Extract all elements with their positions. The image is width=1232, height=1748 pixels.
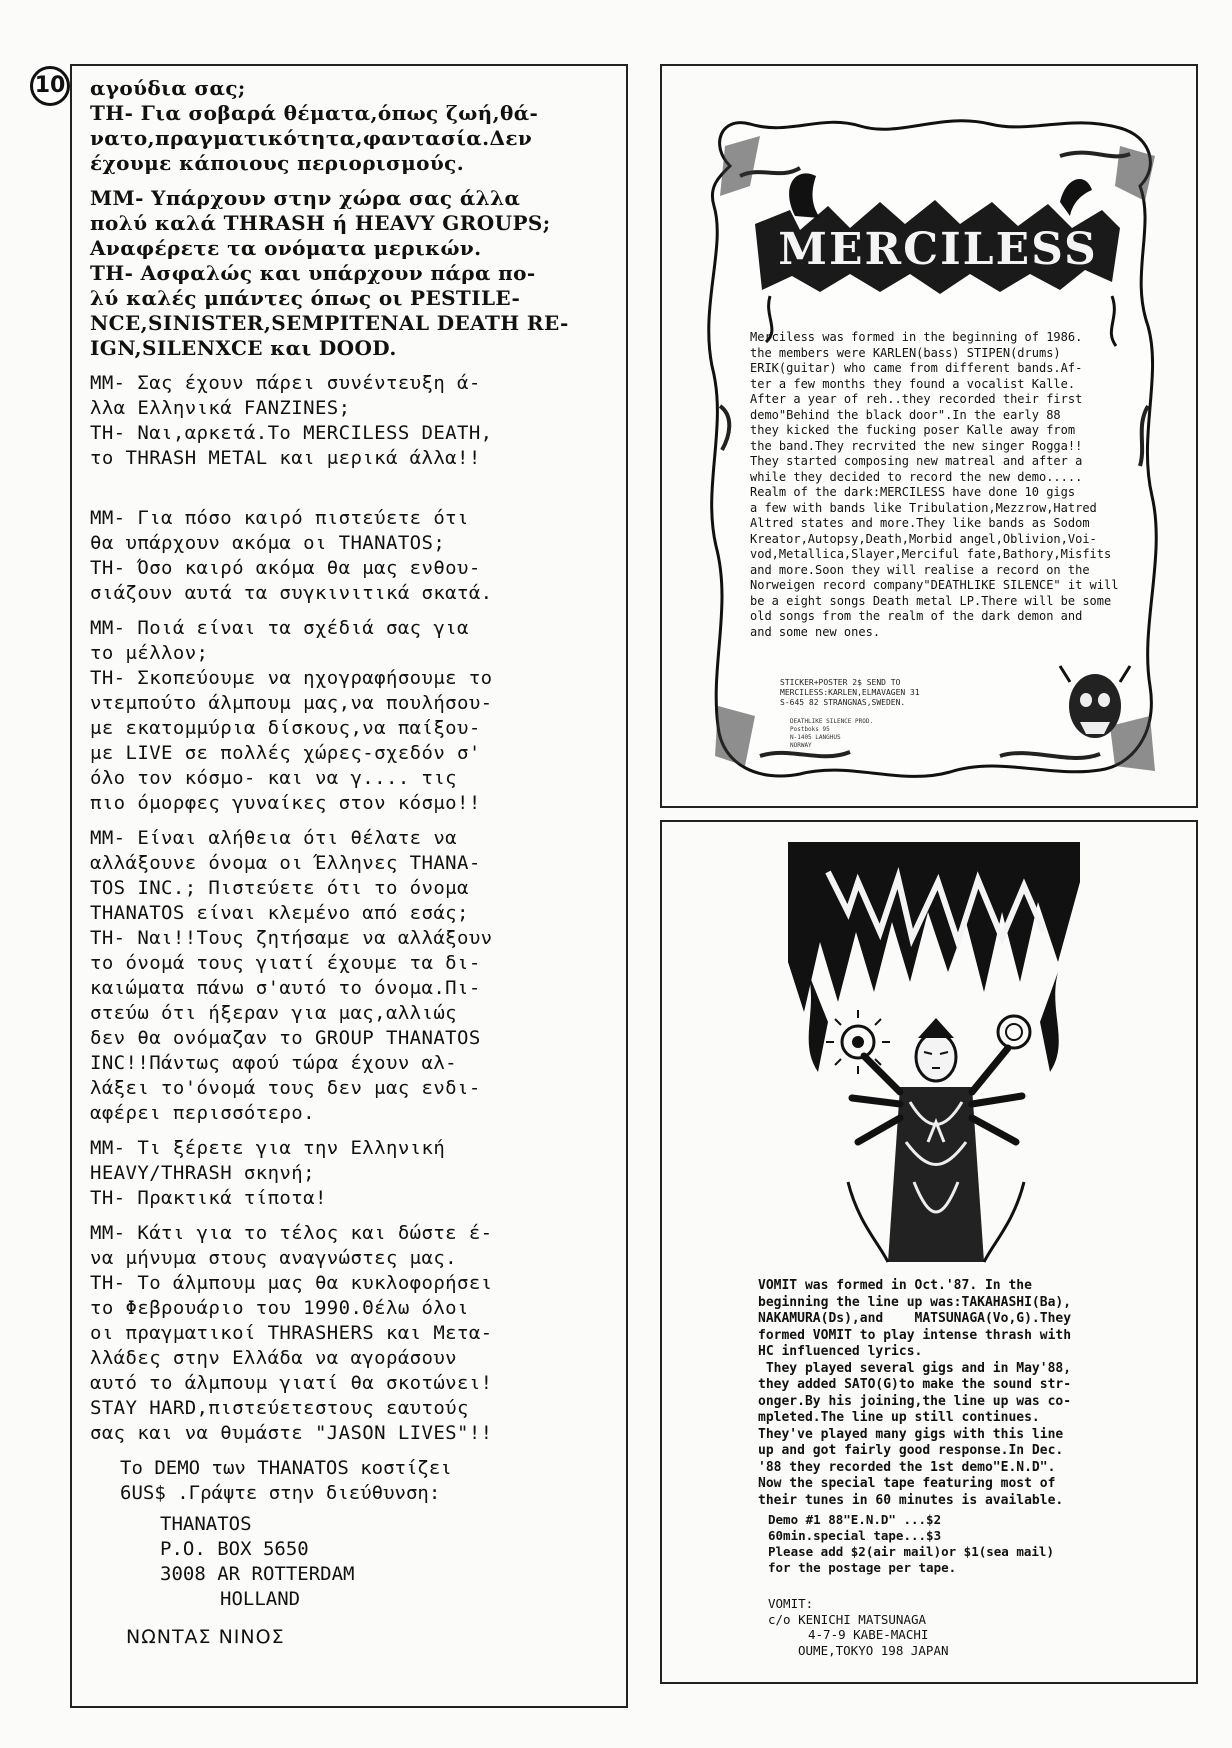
- interview-line: θα υπάρχουν ακόμα οι THANATOS;: [90, 532, 446, 554]
- interview-line: TH- Για σοβαρά θέματα,όπως ζωή,θά-: [90, 101, 539, 125]
- interview-line: αγούδια σας;: [90, 76, 246, 100]
- interview-paragraph: [90, 481, 612, 606]
- interview-paragraph: [90, 76, 612, 176]
- interview-paragraph: [90, 616, 612, 816]
- demo-price-line: Το DEMO των THANATOS κοστίζει: [120, 1457, 452, 1479]
- vomit-logo-deity-illustration: [788, 842, 1080, 1272]
- address-line: P.O. BOX 5650: [160, 1538, 309, 1560]
- sticker-line: S-645 82 STRANGNAS,SWEDEN.: [780, 698, 906, 707]
- interview-paragraph: [90, 371, 612, 471]
- interview-line: να μήνυμα στους αναγνώστες μας.: [90, 1247, 458, 1269]
- demo-line: Please add $2(air mail)or $1(sea mail): [768, 1544, 1054, 1559]
- interview-line: ντεμπούτο άλμπουμ μας,να πουλήσου-: [90, 692, 493, 714]
- interview-line: λύ καλές μπάντες όπως οι PESTILE-: [90, 286, 521, 310]
- interview-line: αφέρει περισσότερο.: [90, 1102, 315, 1124]
- vomit-address-line: c/o KENICHI MATSUNAGA: [768, 1611, 927, 1627]
- demo-line: for the postage per tape.: [768, 1560, 957, 1575]
- interview-line: το μέλλον;: [90, 642, 209, 664]
- interview-line: MM- Υπάρχουν στην χώρα σας άλλα: [90, 186, 521, 210]
- interview-line: πολύ καλά THRASH ή HEAVY GROUPS;: [90, 211, 551, 235]
- page-number: 10: [30, 66, 70, 106]
- interview-line: με εκατομμύρια δίσκους,να παίξου-: [90, 717, 481, 739]
- interview-line: TH- Το άλμπουμ μας θα κυκλοφορήσει: [90, 1272, 493, 1294]
- author-signature: ΝΩΝΤΑΣ ΝΙΝΟΣ: [126, 1626, 285, 1648]
- interview-paragraph: [90, 1221, 612, 1446]
- demo-line: Demo #1 88"E.N.D" ...$2: [768, 1512, 942, 1527]
- interview-paragraph: [90, 826, 612, 1126]
- deathlike-line: N-1405 LANGHUS: [790, 734, 841, 741]
- interview-line: TH- Όσο καιρό ακόμα θα μας ενθου-: [90, 557, 481, 579]
- interview-line: IGN,SILENXCE και DOOD.: [90, 336, 397, 360]
- interview-line: λλάδες στην Ελλάδα να αγοράσουν: [90, 1347, 458, 1369]
- interview-line: το Φεβρουάριο του 1990.Θέλω όλοι: [90, 1297, 469, 1319]
- interview-paragraphs: [90, 76, 612, 1446]
- vomit-address-line: 4-7-9 KABE-MACHI: [808, 1627, 929, 1642]
- interview-line: HEAVY/THRASH σκηνή;: [90, 1162, 315, 1184]
- interview-line: το THRASH METAL και μερικά άλλα!!: [90, 447, 481, 469]
- interview-line: πιο όμορφες γυναίκες στον κόσμο!!: [90, 792, 481, 814]
- merciless-sticker-offer: [780, 678, 1000, 708]
- vomit-panel: [660, 820, 1198, 1684]
- interview-line: Αναφέρετε τα ονόματα μερικών.: [90, 236, 482, 260]
- address-line: HOLLAND: [220, 1588, 301, 1610]
- deathlike-line: NORWAY: [790, 742, 812, 749]
- interview-line: STAY HARD,πιστεύετεστους εαυτούς: [90, 1397, 469, 1419]
- interview-line: το όνομά τους γιατί έχουμε τα δι-: [90, 952, 481, 974]
- interview-line: TOS INC.; Πιστεύετε ότι το όνομα: [90, 877, 469, 899]
- deathlike-line: Postboks 95: [790, 726, 830, 733]
- interview-line: σιάζουν αυτά τα συγκινιτικά σκατά.: [90, 582, 493, 604]
- interview-line: MM- Τι ξέρετε για την Ελληνική: [90, 1137, 446, 1159]
- interview-line: THANATOS είναι κλεμένο από εσάς;: [90, 902, 469, 924]
- interview-line: με LIVE σε πολλές χώρες-σχεδόν σ': [90, 742, 481, 764]
- interview-line: αυτό το άλμπουμ γιατί θα σκοτώνει!: [90, 1372, 493, 1394]
- merciless-bio: Merciless was formed in the beginning of 1986. the members were KARLEN(bass) STIPEN(drums) ERIK(guitar) who came from different bands.Af- ter a few months they found a vocalist Kalle. After a year of reh..they recorded their first demo"Behind the black door".In the early 88 they kicked the fucking poser Kalle away from the band.They recrvited the new singer Rogga!! They started composing new matreal and after a while they decided to record the new demo..... Realm of the dark:MERCILESS have done 10 gigs a few with bands like Tribulation,Mezzrow,Hatred Altred states and more.They like bands as Sodom Kreator,Autopsy,Death,Morbid angel,Oblivion,Voi- vod,Metallica,Slayer,Merciful fate,Bathory,Misfits and more.Soon they will realise a record on the Norweigen record company"DEATHLIKE SILENCE" it will be a eight songs Death metal LP.There will be some old songs from the realm of the dark demon and and some new ones.: [750, 330, 1119, 639]
- interview-paragraph: [90, 1136, 612, 1211]
- demo-price-line: 6US$ .Γράψτε στην διεύθυνση:: [120, 1482, 441, 1504]
- interview-line: σας και να θυμάστε "JASON LIVES"!!: [90, 1422, 493, 1444]
- interview-line: MM- Σας έχουν πάρει συνέντευξη ά-: [90, 372, 481, 394]
- interview-line: στεύω ότι ήξεραν για μας,αλλιώς: [90, 1002, 458, 1024]
- vomit-address-line: VOMIT:: [768, 1596, 814, 1611]
- vomit-bio: VOMIT was formed in Oct.'87. In the beginning the line up was:TAKAHASHI(Ba), NAKAMURA(Ds),and MATSUNAGA(Vo,G).They formed VOMIT to play intense thrash with HC influenced lyrics. They played several gigs and in May'88, they added SATO(G)to make the sound str- onger.By his joining,the line up was co- mpleted.The line up still continues. They've played many gigs with this line up and got fairly good response.In Dec. '88 they recorded the 1st demo"E.N.D". Now the special tape featuring most of their tunes in 60 minutes is available.: [758, 1278, 1072, 1508]
- sun-symbol: [826, 1010, 890, 1074]
- thanatos-address: [160, 1512, 612, 1612]
- interview-line: TH- Ασφαλώς και υπάρχουν πάρα πο-: [90, 261, 536, 285]
- interview-line: MM- Είναι αλήθεια ότι θέλατε να: [90, 827, 458, 849]
- demo-line: 60min.special tape...$3: [768, 1528, 942, 1543]
- deathlike-line: DEATHLIKE SILENCE PROD.: [790, 718, 874, 725]
- interview-column: [70, 64, 628, 1708]
- address-line: THANATOS: [160, 1513, 252, 1535]
- merciless-panel: [660, 64, 1198, 808]
- interview-paragraph: [90, 186, 612, 361]
- moon-symbol: [998, 1016, 1030, 1048]
- vomit-demo-prices: [768, 1512, 1168, 1576]
- interview-line: λάξει το'όνομά τους δεν μας ενδι-: [90, 1077, 481, 1099]
- merciless-logo-text: MERCILESS: [778, 224, 1098, 275]
- sticker-line: STICKER+POSTER 2$ SEND TO: [780, 678, 901, 687]
- interview-line: λλα Ελληνικά FANZINES;: [90, 397, 351, 419]
- interview-line: οι πραγματικοί THRASHERS και Μετα-: [90, 1322, 493, 1344]
- vomit-address-line: OUME,TOKYO 198 JAPAN: [798, 1642, 949, 1658]
- interview-line: MM- Κάτι για το τέλος και δώστε έ-: [90, 1222, 493, 1244]
- interview-line: καιώματα πάνω σ'αυτό το όνομα.Πι-: [90, 977, 481, 999]
- address-line: 3008 AR ROTTERDAM: [160, 1563, 355, 1585]
- interview-line: INC!!Πάντως αφού τώρα έχουν αλ-: [90, 1052, 458, 1074]
- interview-line: TH- Ναι,αρκετά.Το MERCILESS DEATH,: [90, 422, 493, 444]
- interview-line: δεν θα ονόμαζαν το GROUP THANATOS: [90, 1027, 481, 1049]
- interview-line: MM- Για πόσο καιρό πιστεύετε ότι: [90, 507, 469, 529]
- interview-line: TH- Πρακτικά τίποτα!: [90, 1187, 327, 1209]
- multi-armed-deity: [852, 1018, 1022, 1262]
- interview-line: νατο,πραγματικότητα,φαντασία.Δεν: [90, 126, 533, 150]
- deathlike-silence-address: [790, 718, 910, 750]
- interview-line: αλλάξουνε όνομα οι Έλληνες THANA-: [90, 852, 481, 874]
- interview-line: NCE,SINISTER,SEMPITENAL DEATH RE-: [90, 311, 569, 335]
- interview-line: TH- Σκοπεύουμε να ηχογραφήσουμε το: [90, 667, 493, 689]
- vomit-address: [768, 1596, 1068, 1658]
- interview-line: έχουμε κάποιους περιορισμούς.: [90, 151, 465, 175]
- interview-line: [90, 481, 612, 506]
- interview-line: TH- Ναι!!Τους ζητήσαμε να αλλάξουν: [90, 927, 493, 949]
- interview-line: όλο τον κόσμο- και να γ.... τις: [90, 767, 458, 789]
- sticker-line: MERCILESS:KARLEN,ELMAVAGEN 31: [780, 688, 920, 697]
- interview-line: MM- Ποιά είναι τα σχέδιά σας για: [90, 617, 469, 639]
- demo-price-note: [120, 1456, 612, 1506]
